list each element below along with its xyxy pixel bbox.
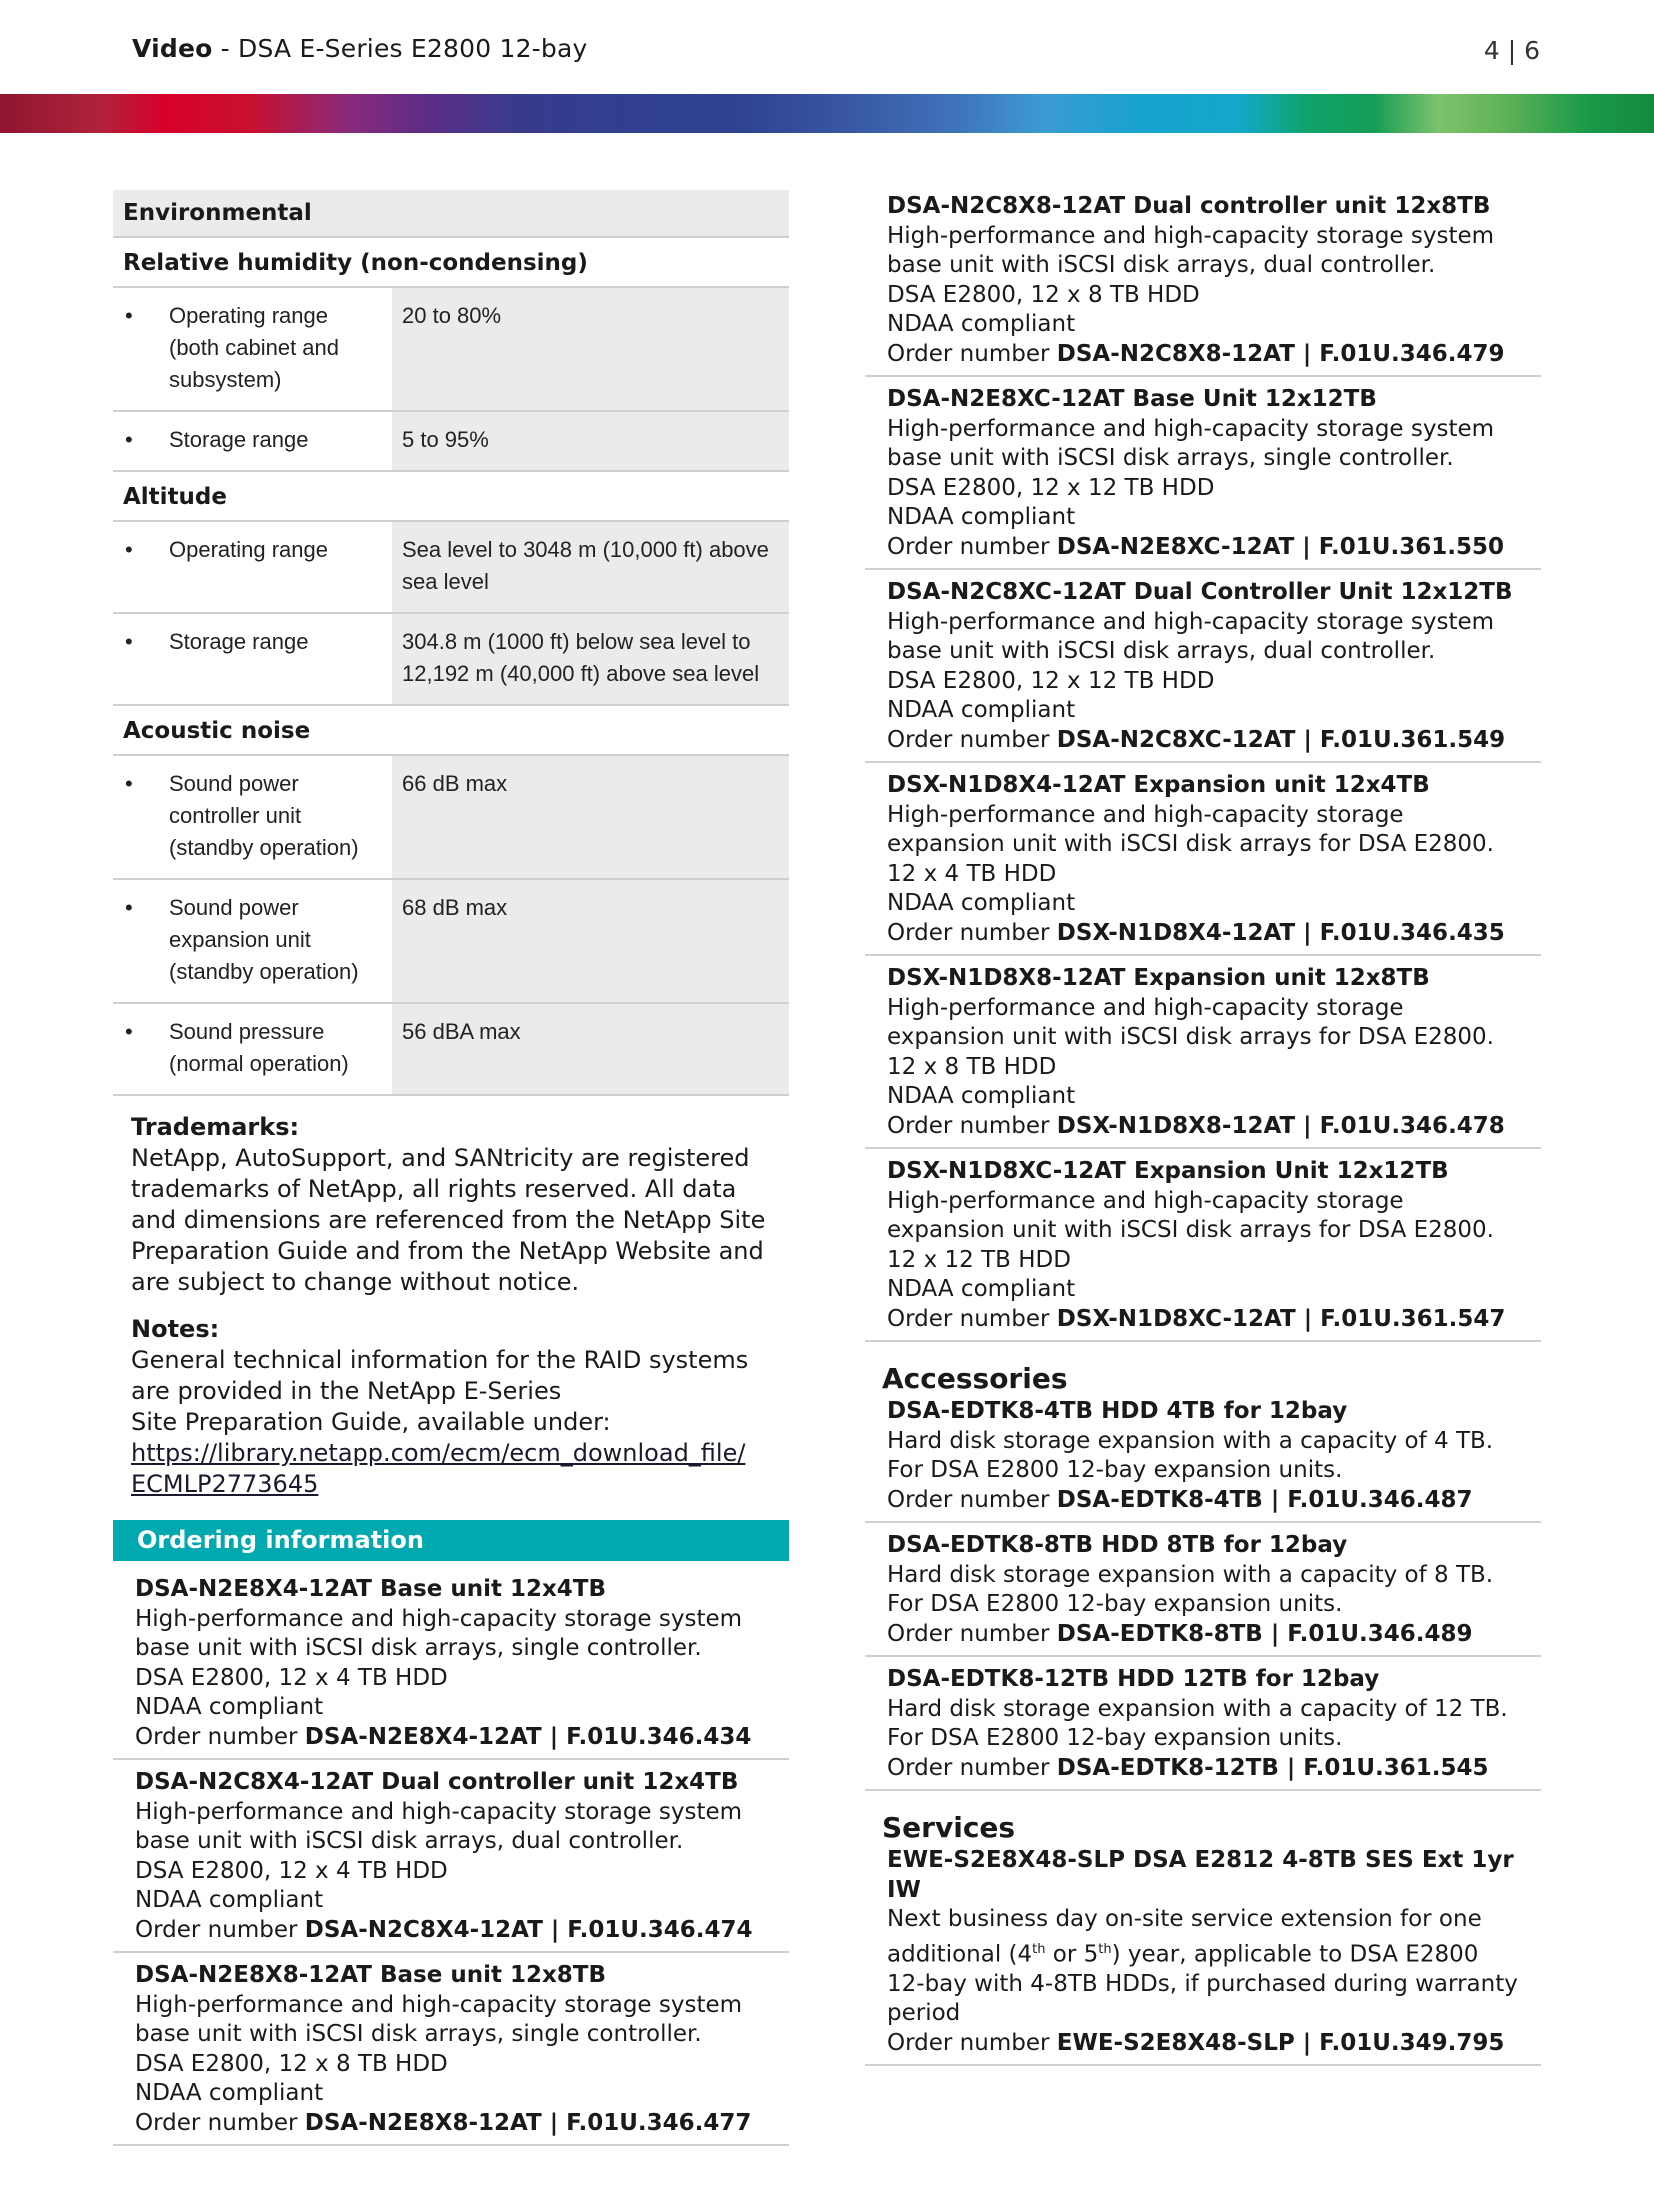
product-item [865,1523,1541,1657]
header-product: - DSA E-Series E2800 12-bay [212,34,588,63]
product-title: DSA-EDTK8-12TB HDD 12TB for 12bay [887,1666,1380,1692]
spec-row [113,614,789,706]
product-detail-line: DSA E2800, 12 x 12 TB HDD [887,667,1215,694]
notes-line-2: Site Preparation Guide, available under: [131,1408,611,1436]
spec-row [113,288,789,412]
product-title: DSX-N1D8X8-12AT Expansion unit 12x8TB [887,965,1430,991]
product-title: DSA-N2C8XC-12AT Dual Controller Unit 12x12TB [887,579,1513,605]
spec-row [113,412,789,472]
spec-heading-environmental: Environmental [113,190,789,238]
product-detail-line: 12 x 12 TB HDD [887,1246,1071,1273]
spec-key: • Storage range [113,614,392,704]
product-detail-line: NDAA compliant [135,1887,324,1913]
service-order-number: Order number EWE-S2E8X48-SLP | F.01U.349.795 [887,2029,1505,2056]
product-detail-line: High-performance and high-capacity storage system base unit with iSCSI disk arrays, single controller. [135,1991,743,2047]
product-detail-line: 12 x 4 TB HDD [887,860,1057,887]
product-title: DSX-N1D8XC-12AT Expansion Unit 12x12TB [887,1158,1449,1184]
product-detail-line: Hard disk storage expansion with a capacity of 4 TB. [887,1427,1494,1454]
ordering-information-heading: Ordering information [113,1520,789,1561]
product-detail-line: Hard disk storage expansion with a capacity of 8 TB. [887,1561,1494,1588]
order-number: Order number DSA-EDTK8-12TB | F.01U.361.545 [887,1754,1489,1781]
spec-row [113,1004,789,1096]
product-detail-line: High-performance and high-capacity storage system base unit with iSCSI disk arrays, single controller. [887,415,1495,471]
product-item [865,192,1541,377]
order-number: Order number DSA-N2E8X4-12AT | F.01U.346.434 [135,1723,752,1750]
spec-key: • Sound power controller unit (standby operation) [113,756,392,878]
product-detail-line: High-performance and high-capacity storage system base unit with iSCSI disk arrays, dual controller. [135,1798,743,1854]
product-detail-line: NDAA compliant [887,311,1076,337]
product-detail-line: High-performance and high-capacity storage system base unit with iSCSI disk arrays, dual controller. [887,222,1495,278]
product-detail-line: DSA E2800, 12 x 8 TB HDD [887,281,1200,308]
product-detail-line: NDAA compliant [887,1276,1076,1302]
spec-group-humidity: Relative humidity (non-condensing) [113,238,789,288]
product-title: DSA-N2E8X8-12AT Base unit 12x8TB [135,1962,607,1988]
product-detail-line: DSA E2800, 12 x 8 TB HDD [135,2050,448,2077]
spec-value: 20 to 80% [392,288,789,410]
spec-row [113,522,789,614]
product-detail-line: High-performance and high-capacity storage expansion unit with iSCSI disk arrays for DSA E2800. [887,1187,1494,1243]
spec-key: • Storage range [113,412,392,470]
spec-value: 68 dB max [392,880,789,1002]
product-detail-line: For DSA E2800 12-bay expansion units. [887,1591,1343,1617]
order-number: Order number DSA-N2C8XC-12AT | F.01U.361.549 [887,726,1506,753]
product-title: DSA-EDTK8-8TB HDD 8TB for 12bay [887,1532,1348,1558]
left-column [113,190,789,2146]
product-title: DSA-N2E8XC-12AT Base Unit 12x12TB [887,386,1377,412]
spec-group-acoustic-noise: Acoustic noise [113,706,789,756]
netapp-guide-link-continued[interactable]: ECMLP2773645 [131,1470,319,1498]
order-number: Order number DSA-N2C8X4-12AT | F.01U.346.474 [135,1916,753,1943]
spec-value: Sea level to 3048 m (10,000 ft) above sea level [392,522,789,612]
header-title [132,34,588,63]
ordering-list-right [865,192,1541,1342]
spec-group-altitude: Altitude [113,472,789,522]
product-detail-line: NDAA compliant [135,1694,324,1720]
brand-supergraphic-band [0,94,1654,133]
product-title: DSA-N2C8X8-12AT Dual controller unit 12x8TB [887,193,1491,219]
order-number: Order number DSA-N2C8X8-12AT | F.01U.346.479 [887,340,1505,367]
product-item [865,1149,1541,1342]
product-detail-line: NDAA compliant [887,1083,1076,1109]
product-detail-line: NDAA compliant [135,2080,324,2106]
product-title: DSA-N2E8X4-12AT Base unit 12x4TB [135,1576,607,1602]
product-item [865,377,1541,570]
product-item [113,1953,789,2146]
product-item [113,1760,789,1953]
trademarks-text: NetApp, AutoSupport, and SANtricity are registered trademarks of NetApp, all rights reserved. All data and dimensions are referenced from the NetApp Site Preparation Guide and from the NetApp Website and are subject to change without notice. [131,1144,766,1296]
product-detail-line: Hard disk storage expansion with a capacity of 12 TB. [887,1695,1508,1722]
product-detail-line: DSA E2800, 12 x 4 TB HDD [135,1857,448,1884]
product-item [865,1657,1541,1791]
service-item [865,1844,1541,2066]
product-item [865,570,1541,763]
product-detail-line: For DSA E2800 12-bay expansion units. [887,1725,1343,1751]
product-item [113,1575,789,1760]
spec-key: • Operating range [113,522,392,612]
service-title: EWE-S2E8X48-SLP DSA E2812 4-8TB SES Ext 1yr IW [887,1847,1514,1903]
order-number: Order number DSA-EDTK8-4TB | F.01U.346.487 [887,1486,1473,1513]
spec-value: 56 dBA max [392,1004,789,1094]
service-description: Next business day on-site service extension for one additional (4th or 5th) year, applicable to DSA E2800 12-bay with 4-8TB HDDs, if purchased during warranty period [887,1906,1518,2027]
order-number: Order number DSA-N2E8X8-12AT | F.01U.346.477 [135,2109,752,2136]
spec-value: 5 to 95% [392,412,789,470]
product-item [865,956,1541,1149]
spec-row [113,756,789,880]
netapp-guide-link[interactable]: https://library.netapp.com/ecm/ecm_download_file/ [131,1439,746,1467]
spec-key: • Operating range (both cabinet and subsystem) [113,288,392,410]
spec-key: • Sound pressure (normal operation) [113,1004,392,1094]
order-number: Order number DSX-N1D8X8-12AT | F.01U.346.478 [887,1112,1505,1139]
notes-block [113,1314,789,1500]
product-detail-line: For DSA E2800 12-bay expansion units. [887,1457,1343,1483]
product-detail-line: High-performance and high-capacity storage expansion unit with iSCSI disk arrays for DSA E2800. [887,994,1494,1050]
product-title: DSA-EDTK8-4TB HDD 4TB for 12bay [887,1398,1348,1424]
product-detail-line: High-performance and high-capacity storage system base unit with iSCSI disk arrays, dual controller. [887,608,1495,664]
services-heading: Services [882,1811,1016,1844]
trademarks-block [113,1112,789,1298]
accessories-list [865,1395,1541,1791]
spec-key: • Sound power expansion unit (standby operation) [113,880,392,1002]
product-detail-line: High-performance and high-capacity storage expansion unit with iSCSI disk arrays for DSA E2800. [887,801,1494,857]
notes-label: Notes: [131,1315,220,1343]
product-title: DSX-N1D8X4-12AT Expansion unit 12x4TB [887,772,1430,798]
product-title: DSA-N2C8X4-12AT Dual controller unit 12x4TB [135,1769,739,1795]
order-number: Order number DSA-EDTK8-8TB | F.01U.346.489 [887,1620,1473,1647]
product-detail-line: DSA E2800, 12 x 12 TB HDD [887,474,1215,501]
product-detail-line: NDAA compliant [887,890,1076,916]
notes-line-1: General technical information for the RAID systems are provided in the NetApp E-Series [131,1346,749,1405]
accessories-heading: Accessories [882,1362,1068,1395]
product-detail-line: High-performance and high-capacity storage system base unit with iSCSI disk arrays, single controller. [135,1605,743,1661]
spec-row [113,880,789,1004]
product-item [865,1395,1541,1523]
spec-value: 66 dB max [392,756,789,878]
product-detail-line: 12 x 8 TB HDD [887,1053,1057,1080]
product-item [865,763,1541,956]
product-detail-line: NDAA compliant [887,504,1076,530]
header-category: Video [132,34,213,63]
spec-value: 304.8 m (1000 ft) below sea level to 12,192 m (40,000 ft) above sea level [392,614,789,704]
order-number: Order number DSX-N1D8XC-12AT | F.01U.361.547 [887,1305,1506,1332]
product-detail-line: NDAA compliant [887,697,1076,723]
order-number: Order number DSX-N1D8X4-12AT | F.01U.346.435 [887,919,1505,946]
trademarks-label: Trademarks: [131,1113,300,1141]
right-column [865,190,1541,2066]
ordering-list-left [113,1575,789,2146]
order-number: Order number DSA-N2E8XC-12AT | F.01U.361.550 [887,533,1504,560]
product-detail-line: DSA E2800, 12 x 4 TB HDD [135,1664,448,1691]
page-number: 4 | 6 [1483,36,1540,65]
